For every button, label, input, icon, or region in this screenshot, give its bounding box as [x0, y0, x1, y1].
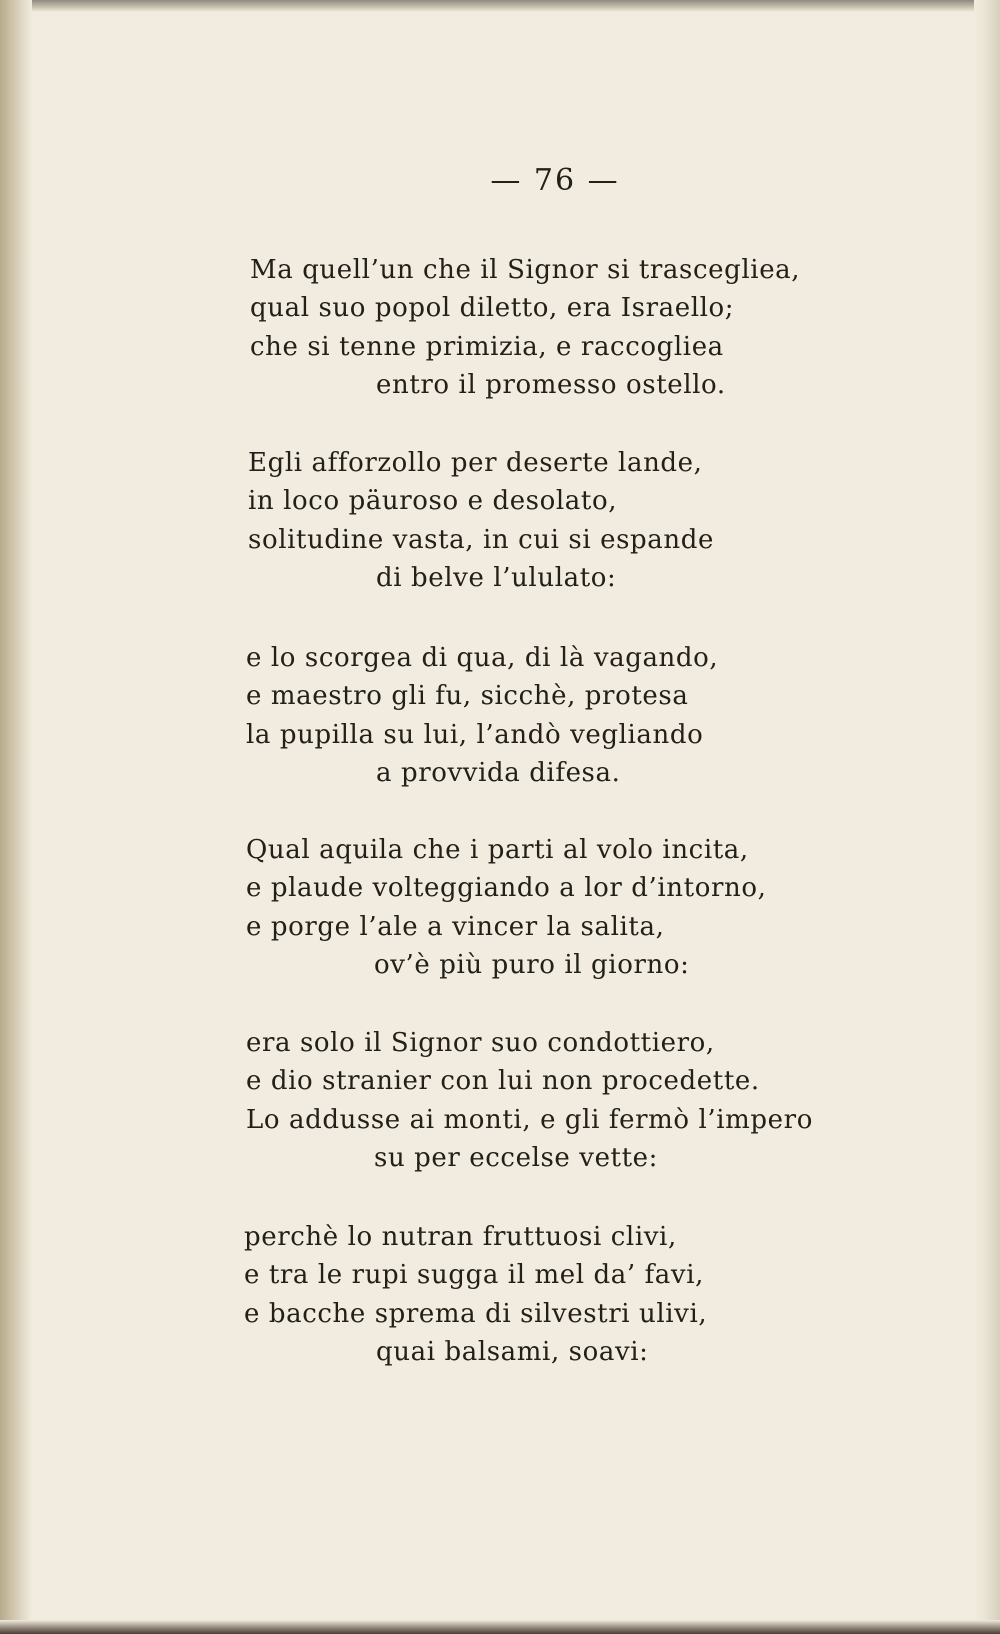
verse-line: Ma quell’un che il Signor si trasceglieа, — [250, 255, 801, 285]
verse-line: e lo scorgea di qua, di là vagando, — [246, 643, 719, 673]
verse-line: Qual aquila che i parti al volo incita, — [246, 835, 749, 865]
page-binding-shadow — [0, 0, 32, 1634]
verse-line: di belve l’ululato: — [376, 563, 617, 593]
verse-line: e plaude volteggiando a lor d’intorno, — [246, 873, 767, 903]
verse-line: e tra le rupi sugga il mel da’ favi, — [244, 1260, 704, 1290]
verse-line: e maestro gli fu, sicchè, protesa — [246, 681, 689, 711]
page-number: — 76 — — [490, 163, 620, 198]
page-top-edge — [0, 0, 1000, 12]
verse-line: e porge l’ale a vincer la salita, — [246, 912, 665, 942]
verse-line: solitudine vasta, in cui si espande — [248, 525, 714, 555]
verse-line: Lo addusse ai monti, e gli fermò l’impero — [246, 1105, 813, 1135]
verse-line: che si tenne primizia, e raccogliea — [250, 332, 724, 362]
verse-line: Egli afforzollo per deserte lande, — [248, 448, 703, 478]
verse-line: su per eccelse vette: — [374, 1143, 659, 1173]
page-bottom-edge — [0, 1620, 1000, 1634]
verse-line: e bacche sprema di silvestri ulivi, — [244, 1299, 708, 1329]
verse-line: ov’è più puro il giorno: — [374, 950, 690, 980]
verse-line: era solo il Signor suo condottiero, — [246, 1028, 715, 1058]
verse-line: quai balsami, soavi: — [376, 1337, 649, 1367]
verse-line: e dio stranier con lui non procedette. — [246, 1066, 760, 1096]
page-right-edge — [974, 0, 1000, 1634]
verse-line: perchè lo nutran fruttuosi clivi, — [244, 1222, 677, 1252]
verse-line: qual suo popol diletto, era Israello; — [250, 293, 735, 323]
verse-line: la pupilla su lui, l’andò vegliando — [246, 720, 704, 750]
verse-line: in loco päuroso e desolato, — [248, 486, 618, 516]
verse-line: a provvida difesa. — [376, 758, 621, 788]
verse-line: entro il promesso ostello. — [376, 370, 726, 400]
